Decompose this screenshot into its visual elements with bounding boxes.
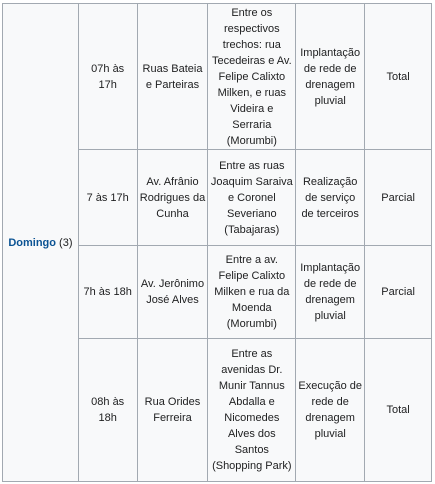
description-cell: Execução de rede de drenagem pluvial [296,339,365,482]
street-cell: Av. Afrânio Rodrigues da Cunha [137,150,208,246]
scope-cell: Total [365,339,432,482]
scope-cell: Parcial [365,246,432,339]
table-row [3,4,432,150]
street-cell: Rua Orides Ferreira [137,339,208,482]
time-cell: 7h às 18h [78,246,137,339]
scope-cell: Total [365,4,432,150]
description-cell: Implantação de rede de drenagem pluvial [296,246,365,339]
schedule-table [2,3,432,482]
street-cell: Av. Jerônimo José Alves [137,246,208,339]
stretch-cell: Entre as ruas Joaquim Saraiva e Coronel Severiano (Tabajaras) [208,150,296,246]
day-link[interactable]: Domingo [8,236,56,249]
day-cell [3,4,79,482]
stretch-cell: Entre a av. Felipe Calixto Milken e rua da Moenda (Morumbi) [208,246,296,339]
street-cell: Ruas Bateia e Parteiras [137,4,208,150]
time-cell: 08h às 18h [78,339,137,482]
day-count: (3) [59,236,73,249]
time-cell: 07h às 17h [78,4,137,150]
stretch-cell: Entre os respectivos trechos: rua Tecedeiras e Av. Felipe Calixto Milken, e ruas Videira e Serraria (Morumbi) [208,4,296,150]
stretch-cell: Entre as avenidas Dr. Munir Tannus Abdalla e Nicomedes Alves dos Santos (Shopping Park) [208,339,296,482]
time-cell: 7 às 17h [78,150,137,246]
description-cell: Realização de serviço de terceiros [296,150,365,246]
scope-cell: Parcial [365,150,432,246]
description-cell: Implantação de rede de drenagem pluvial [296,4,365,150]
